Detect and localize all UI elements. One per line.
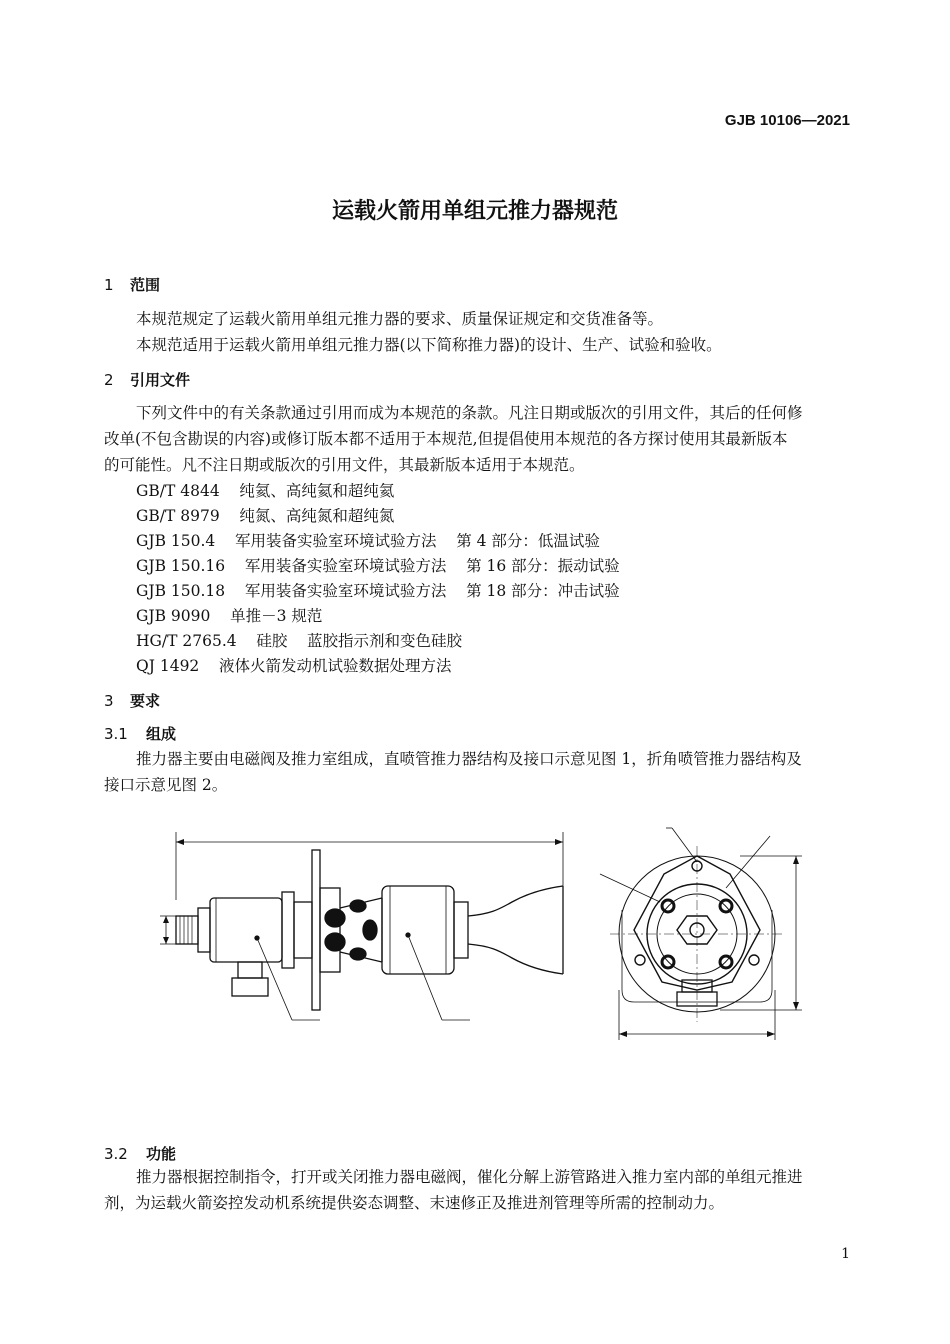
section-2-intro [104, 400, 850, 478]
reference-item: GB/T 8979 纯氮、高纯氮和超纯氮 [136, 507, 395, 525]
section-3-1-heading [104, 723, 176, 744]
section-number: 3 [104, 692, 114, 710]
dimension-M [160, 916, 182, 944]
document-title: 运载火箭用单组元推力器规范 [331, 199, 618, 224]
paragraph-line: 下列文件中的有关条款通过引用而成为本规范的条款。凡注日期或版次的引用文件，其后的任何修 [136, 404, 803, 422]
paragraph-line: 的可能性。凡不注日期或版次的引用文件，其最新版本适用于本规范。 [104, 456, 585, 474]
reference-item: GJB 9090 单推－3 规范 [136, 607, 323, 625]
section-number: 2 [104, 371, 114, 389]
inlet-fitting [176, 908, 210, 952]
section-3-2-heading [104, 1143, 176, 1164]
section-3-1-body [104, 746, 850, 798]
page-number: 1 [841, 1246, 850, 1262]
paragraph: 本规范规定了运载火箭用单组元推力器的要求、质量保证规定和交货准备等。 [136, 310, 664, 328]
section-title: 引用文件 [130, 371, 191, 389]
standard-code: GJB 10106—2021 [724, 112, 850, 129]
section-title: 范围 [130, 276, 161, 294]
paragraph-line: 推力器主要由电磁阀及推力室组成，直喷管推力器结构及接口示意见图 1，折角喷管推力器结构及 [136, 750, 802, 768]
thrust-chamber [382, 886, 468, 974]
reference-item: QJ 1492 液体火箭发动机试验数据处理方法 [136, 657, 452, 675]
paragraph-line: 改单(不包含勘误的内容)或修订版本都不适用于本规范,但提倡使用本规范的各方探讨使用其最新版本 [104, 430, 788, 448]
section-number: 3.2 [104, 1145, 128, 1163]
solenoid-valve [210, 892, 294, 996]
reference-item: GJB 150.18 军用装备实验室环境试验方法 第 18 部分：冲击试验 [136, 582, 620, 600]
section-title: 要求 [130, 692, 161, 710]
end-view [610, 846, 784, 1022]
paragraph: 本规范适用于运载火箭用单组元推力器(以下简称推力器)的设计、生产、试验和验收。 [136, 336, 722, 354]
support-struts [325, 900, 377, 960]
section-title: 功能 [146, 1145, 177, 1163]
section-1-heading [104, 274, 160, 295]
nozzle [468, 886, 563, 974]
section-number: 3.1 [104, 725, 128, 743]
reference-item: GB/T 4844 纯氦、高纯氦和超纯氦 [136, 482, 395, 500]
reference-item: GJB 150.16 军用装备实验室环境试验方法 第 16 部分：振动试验 [136, 557, 620, 575]
section-number: 1 [104, 276, 114, 294]
section-title: 组成 [146, 725, 177, 743]
paragraph-line: 剂，为运载火箭姿控发动机系统提供姿态调整、末速修正及推进剂管理等所需的控制动力。 [104, 1194, 725, 1212]
paragraph-line: 推力器根据控制指令，打开或关闭推力器电磁阀，催化分解上游管路进入推力室内部的单组元推进 [136, 1168, 803, 1186]
figure-1-drawing [120, 810, 840, 1060]
section-1-body [104, 306, 850, 358]
section-3-2-body [104, 1164, 850, 1216]
section-2-heading [104, 369, 190, 390]
dimension-L [176, 832, 563, 900]
reference-item: GJB 150.4 军用装备实验室环境试验方法 第 4 部分：低温试验 [136, 532, 600, 550]
reference-item: HG/T 2765.4 硅胶 蓝胶指示剂和变色硅胶 [136, 632, 463, 650]
section-3-heading [104, 690, 160, 711]
paragraph-line: 接口示意见图 2。 [104, 776, 228, 794]
